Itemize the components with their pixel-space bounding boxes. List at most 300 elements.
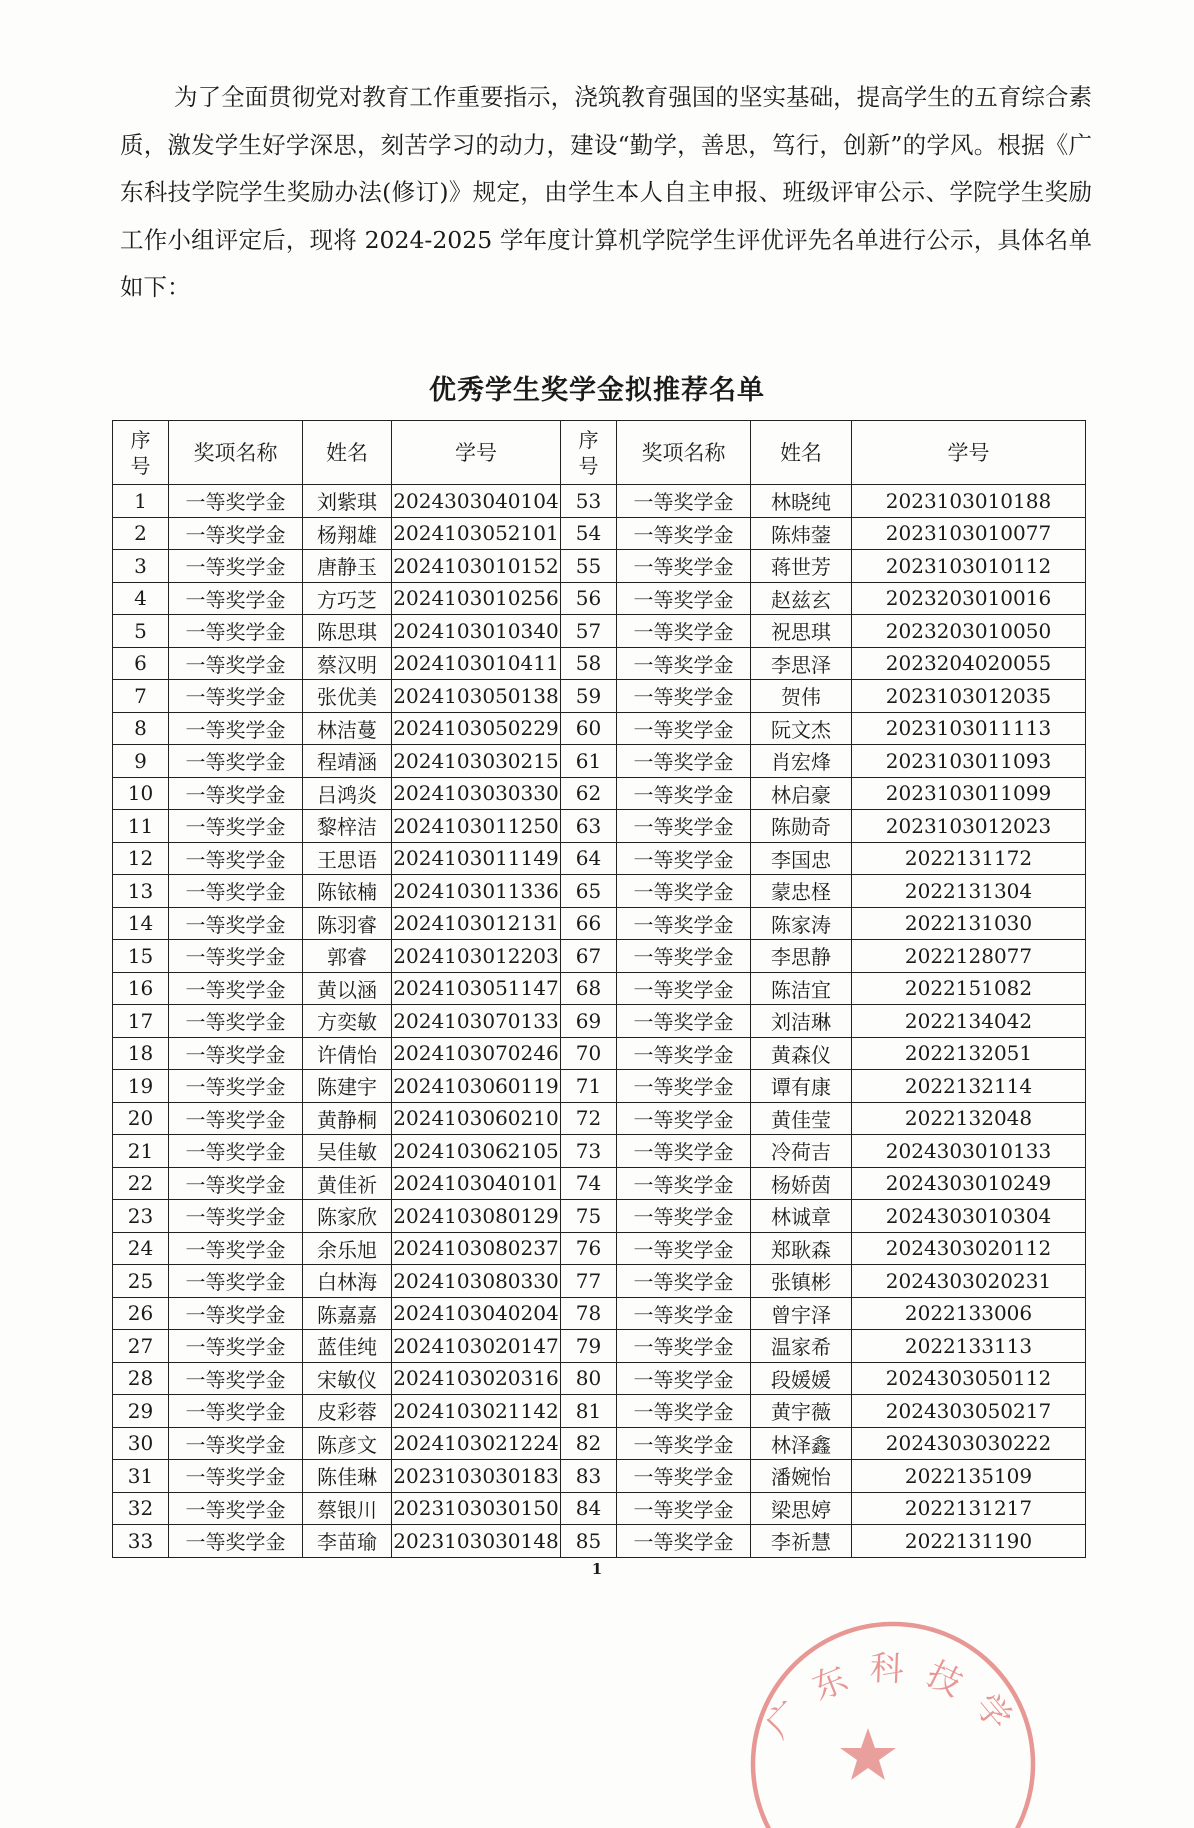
- header-award-left: 奖项名称: [169, 421, 303, 485]
- table-row: [113, 582, 1086, 615]
- table-row: [113, 1167, 1086, 1200]
- student-id-cell: 2024103011336: [392, 875, 561, 908]
- table-row: [113, 875, 1086, 908]
- name-cell: 黄佳莹: [751, 1102, 852, 1135]
- award-cell: 一等奖学金: [617, 1037, 751, 1070]
- student-id-cell: 2023103011113: [852, 712, 1086, 745]
- name-cell: 陈羽睿: [303, 907, 392, 940]
- award-cell: 一等奖学金: [617, 485, 751, 518]
- table-row: [113, 1492, 1086, 1525]
- student-id-cell: 2022128077: [852, 940, 1086, 973]
- award-cell: 一等奖学金: [169, 1525, 303, 1558]
- seq-cell: 84: [561, 1492, 617, 1525]
- name-cell: 林泽鑫: [751, 1427, 852, 1460]
- intro-paragraph: [120, 74, 1092, 312]
- student-id-cell: 2022131304: [852, 875, 1086, 908]
- table-row: [113, 1232, 1086, 1265]
- name-cell: 蔡银川: [303, 1492, 392, 1525]
- seq-cell: 82: [561, 1427, 617, 1460]
- header-seq-right: 序 号: [561, 421, 617, 485]
- award-cell: 一等奖学金: [617, 842, 751, 875]
- student-id-cell: 2023103010112: [852, 550, 1086, 583]
- name-cell: 刘洁琳: [751, 1005, 852, 1038]
- name-cell: 吕鸿炎: [303, 777, 392, 810]
- award-cell: 一等奖学金: [617, 1102, 751, 1135]
- name-cell: 陈铱楠: [303, 875, 392, 908]
- seq-cell: 29: [113, 1395, 169, 1428]
- student-id-cell: 2022134042: [852, 1005, 1086, 1038]
- table-row: [113, 1297, 1086, 1330]
- table-row: [113, 680, 1086, 713]
- student-id-cell: 2024303010304: [852, 1200, 1086, 1233]
- seq-cell: 26: [113, 1297, 169, 1330]
- name-cell: 蒋世芳: [751, 550, 852, 583]
- student-id-cell: 2024303010249: [852, 1167, 1086, 1200]
- student-id-cell: 2024103030215: [392, 745, 561, 778]
- student-id-cell: 2024303050112: [852, 1362, 1086, 1395]
- student-id-cell: 2023103030183: [392, 1460, 561, 1493]
- award-cell: 一等奖学金: [169, 1037, 303, 1070]
- award-cell: 一等奖学金: [617, 1265, 751, 1298]
- table-body: [113, 485, 1086, 1558]
- award-cell: 一等奖学金: [617, 680, 751, 713]
- award-cell: 一等奖学金: [617, 582, 751, 615]
- seq-cell: 63: [561, 810, 617, 843]
- seq-cell: 74: [561, 1167, 617, 1200]
- name-cell: 吴佳敏: [303, 1135, 392, 1168]
- table-row: [113, 1005, 1086, 1038]
- seq-cell: 64: [561, 842, 617, 875]
- student-id-cell: 2024103080237: [392, 1232, 561, 1265]
- award-cell: 一等奖学金: [617, 647, 751, 680]
- name-cell: 杨娇茵: [751, 1167, 852, 1200]
- name-cell: 黄静桐: [303, 1102, 392, 1135]
- seal-text: 广东科技学: [758, 1648, 1032, 1754]
- student-id-cell: 2024103060210: [392, 1102, 561, 1135]
- name-cell: 黄森仪: [751, 1037, 852, 1070]
- student-id-cell: 2023103011093: [852, 745, 1086, 778]
- award-cell: 一等奖学金: [617, 550, 751, 583]
- name-cell: 李思静: [751, 940, 852, 973]
- award-cell: 一等奖学金: [617, 1492, 751, 1525]
- student-id-cell: 2023203010016: [852, 582, 1086, 615]
- intro-text: 为了全面贯彻党对教育工作重要指示，浇筑教育强国的坚实基础，提高学生的五育综合素质，激发学生好学深思，刻苦学习的动力，建设“勤学，善思，笃行，创新”的学风。根据《广东科技学院学生奖励办法(修订)》规定，由学生本人自主申报、班级评审公示、学院学生奖励工作小组评定后，现将 2024-2025 学年度计算机学院学生评优评先名单进行公示，具体名单如下：: [120, 83, 1092, 301]
- award-cell: 一等奖学金: [617, 1460, 751, 1493]
- student-id-cell: 2022131030: [852, 907, 1086, 940]
- award-cell: 一等奖学金: [617, 1135, 751, 1168]
- student-id-cell: 2024303040104: [392, 485, 561, 518]
- seq-cell: 4: [113, 582, 169, 615]
- table-row: [113, 1200, 1086, 1233]
- name-cell: 黄佳祈: [303, 1167, 392, 1200]
- table-row: [113, 777, 1086, 810]
- name-cell: 陈佳琳: [303, 1460, 392, 1493]
- student-id-cell: 2024103020316: [392, 1362, 561, 1395]
- seq-cell: 65: [561, 875, 617, 908]
- student-id-cell: 2023204020055: [852, 647, 1086, 680]
- award-cell: 一等奖学金: [169, 810, 303, 843]
- seq-cell: 3: [113, 550, 169, 583]
- student-id-cell: 2024103011250: [392, 810, 561, 843]
- student-id-cell: 2024103051147: [392, 972, 561, 1005]
- table-row: [113, 1037, 1086, 1070]
- seq-cell: 9: [113, 745, 169, 778]
- table-title: 优秀学生奖学金拟推荐名单: [429, 375, 765, 406]
- award-cell: 一等奖学金: [617, 777, 751, 810]
- seq-cell: 72: [561, 1102, 617, 1135]
- header-id-right: 学号: [852, 421, 1086, 485]
- award-cell: 一等奖学金: [169, 1460, 303, 1493]
- name-cell: 温家希: [751, 1330, 852, 1363]
- name-cell: 林启豪: [751, 777, 852, 810]
- student-id-cell: 2022151082: [852, 972, 1086, 1005]
- name-cell: 王思语: [303, 842, 392, 875]
- award-cell: 一等奖学金: [617, 1232, 751, 1265]
- name-cell: 梁思婷: [751, 1492, 852, 1525]
- student-id-cell: 2023103010188: [852, 485, 1086, 518]
- student-id-cell: 2022133006: [852, 1297, 1086, 1330]
- seq-cell: 57: [561, 615, 617, 648]
- seq-cell: 2: [113, 517, 169, 550]
- award-cell: 一等奖学金: [617, 1427, 751, 1460]
- name-cell: 陈炜蓥: [751, 517, 852, 550]
- award-cell: 一等奖学金: [169, 1200, 303, 1233]
- seq-cell: 7: [113, 680, 169, 713]
- seq-cell: 69: [561, 1005, 617, 1038]
- table-row: [113, 1362, 1086, 1395]
- name-cell: 李祈慧: [751, 1525, 852, 1558]
- seq-cell: 78: [561, 1297, 617, 1330]
- seq-cell: 19: [113, 1070, 169, 1103]
- award-cell: 一等奖学金: [617, 1362, 751, 1395]
- table-row: [113, 517, 1086, 550]
- name-cell: 陈彦文: [303, 1427, 392, 1460]
- seq-cell: 20: [113, 1102, 169, 1135]
- table-row: [113, 1102, 1086, 1135]
- award-cell: 一等奖学金: [169, 1005, 303, 1038]
- student-id-cell: 2024103050138: [392, 680, 561, 713]
- award-cell: 一等奖学金: [169, 1070, 303, 1103]
- seq-cell: 55: [561, 550, 617, 583]
- seq-cell: 33: [113, 1525, 169, 1558]
- student-id-cell: 2022131172: [852, 842, 1086, 875]
- seq-cell: 58: [561, 647, 617, 680]
- name-cell: 白林海: [303, 1265, 392, 1298]
- seq-cell: 17: [113, 1005, 169, 1038]
- award-cell: 一等奖学金: [617, 517, 751, 550]
- award-cell: 一等奖学金: [617, 712, 751, 745]
- seq-cell: 15: [113, 940, 169, 973]
- table-row: [113, 940, 1086, 973]
- student-id-cell: 2024103021142: [392, 1395, 561, 1428]
- student-id-cell: 2023203010050: [852, 615, 1086, 648]
- name-cell: 蒙忠柽: [751, 875, 852, 908]
- seq-cell: 59: [561, 680, 617, 713]
- seq-cell: 12: [113, 842, 169, 875]
- name-cell: 唐静玉: [303, 550, 392, 583]
- seq-cell: 28: [113, 1362, 169, 1395]
- award-cell: 一等奖学金: [617, 1297, 751, 1330]
- table-row: [113, 745, 1086, 778]
- name-cell: 林晓纯: [751, 485, 852, 518]
- name-cell: 方奕敏: [303, 1005, 392, 1038]
- table-row: [113, 1525, 1086, 1558]
- student-id-cell: 2024103010152: [392, 550, 561, 583]
- official-seal: [748, 1568, 1038, 1828]
- seq-cell: 70: [561, 1037, 617, 1070]
- name-cell: 郭睿: [303, 940, 392, 973]
- seq-cell: 1: [113, 485, 169, 518]
- name-cell: 赵兹玄: [751, 582, 852, 615]
- seq-cell: 18: [113, 1037, 169, 1070]
- award-cell: 一等奖学金: [617, 810, 751, 843]
- award-cell: 一等奖学金: [169, 1330, 303, 1363]
- seq-cell: 10: [113, 777, 169, 810]
- student-id-cell: 2023103012023: [852, 810, 1086, 843]
- scholarship-table: [112, 420, 1086, 1558]
- student-id-cell: 2024103012131: [392, 907, 561, 940]
- table-row: [113, 810, 1086, 843]
- seq-cell: 13: [113, 875, 169, 908]
- student-id-cell: 2024103010256: [392, 582, 561, 615]
- name-cell: 李国忠: [751, 842, 852, 875]
- student-id-cell: 2024103040204: [392, 1297, 561, 1330]
- student-id-cell: 2022131217: [852, 1492, 1086, 1525]
- seq-cell: 66: [561, 907, 617, 940]
- student-id-cell: 2024103070133: [392, 1005, 561, 1038]
- award-cell: 一等奖学金: [617, 940, 751, 973]
- seq-cell: 67: [561, 940, 617, 973]
- student-id-cell: 2024303020231: [852, 1265, 1086, 1298]
- award-cell: 一等奖学金: [617, 1005, 751, 1038]
- award-cell: 一等奖学金: [169, 1102, 303, 1135]
- table-row: [113, 1070, 1086, 1103]
- table-row: [113, 907, 1086, 940]
- seq-cell: 6: [113, 647, 169, 680]
- header-seq-left: 序 号: [113, 421, 169, 485]
- seq-cell: 14: [113, 907, 169, 940]
- award-cell: 一等奖学金: [169, 1297, 303, 1330]
- name-cell: 潘婉怡: [751, 1460, 852, 1493]
- award-cell: 一等奖学金: [169, 972, 303, 1005]
- name-cell: 皮彩蓉: [303, 1395, 392, 1428]
- seq-cell: 27: [113, 1330, 169, 1363]
- table-row: [113, 972, 1086, 1005]
- name-cell: 冷荷吉: [751, 1135, 852, 1168]
- name-cell: 陈思琪: [303, 615, 392, 648]
- name-cell: 李思泽: [751, 647, 852, 680]
- student-id-cell: 2024103030330: [392, 777, 561, 810]
- award-cell: 一等奖学金: [169, 777, 303, 810]
- seq-cell: 32: [113, 1492, 169, 1525]
- seq-cell: 22: [113, 1167, 169, 1200]
- student-id-cell: 2024103010411: [392, 647, 561, 680]
- seq-cell: 76: [561, 1232, 617, 1265]
- award-cell: 一等奖学金: [169, 550, 303, 583]
- award-cell: 一等奖学金: [617, 615, 751, 648]
- name-cell: 曾宇泽: [751, 1297, 852, 1330]
- name-cell: 程靖涵: [303, 745, 392, 778]
- award-cell: 一等奖学金: [169, 842, 303, 875]
- header-name-right: 姓名: [751, 421, 852, 485]
- name-cell: 段媛媛: [751, 1362, 852, 1395]
- award-cell: 一等奖学金: [169, 940, 303, 973]
- name-cell: 阮文杰: [751, 712, 852, 745]
- award-cell: 一等奖学金: [169, 712, 303, 745]
- name-cell: 陈勋奇: [751, 810, 852, 843]
- name-cell: 陈建宇: [303, 1070, 392, 1103]
- name-cell: 张镇彬: [751, 1265, 852, 1298]
- seq-cell: 24: [113, 1232, 169, 1265]
- seq-cell: 85: [561, 1525, 617, 1558]
- seal-star-icon: [840, 1728, 896, 1780]
- seq-cell: 62: [561, 777, 617, 810]
- award-cell: 一等奖学金: [169, 745, 303, 778]
- award-cell: 一等奖学金: [169, 1265, 303, 1298]
- seq-cell: 80: [561, 1362, 617, 1395]
- student-id-cell: 2024103012203: [392, 940, 561, 973]
- name-cell: 宋敏仪: [303, 1362, 392, 1395]
- student-id-cell: 2024303030222: [852, 1427, 1086, 1460]
- award-cell: 一等奖学金: [617, 1167, 751, 1200]
- table-row: [113, 485, 1086, 518]
- award-cell: 一等奖学金: [169, 907, 303, 940]
- student-id-cell: 2023103010077: [852, 517, 1086, 550]
- award-cell: 一等奖学金: [169, 1232, 303, 1265]
- name-cell: 蓝佳纯: [303, 1330, 392, 1363]
- seq-cell: 16: [113, 972, 169, 1005]
- name-cell: 郑耿森: [751, 1232, 852, 1265]
- name-cell: 祝思琪: [751, 615, 852, 648]
- seq-cell: 68: [561, 972, 617, 1005]
- award-cell: 一等奖学金: [169, 1395, 303, 1428]
- table-row: [113, 1330, 1086, 1363]
- seq-cell: 56: [561, 582, 617, 615]
- seq-cell: 79: [561, 1330, 617, 1363]
- award-cell: 一等奖学金: [617, 1330, 751, 1363]
- seq-cell: 5: [113, 615, 169, 648]
- seq-cell: 23: [113, 1200, 169, 1233]
- student-id-cell: 2022132114: [852, 1070, 1086, 1103]
- award-cell: 一等奖学金: [617, 1525, 751, 1558]
- student-id-cell: 2024103040101: [392, 1167, 561, 1200]
- seq-cell: 53: [561, 485, 617, 518]
- award-cell: 一等奖学金: [617, 1395, 751, 1428]
- award-cell: 一等奖学金: [617, 745, 751, 778]
- award-cell: 一等奖学金: [617, 875, 751, 908]
- award-cell: 一等奖学金: [617, 1070, 751, 1103]
- student-id-cell: 2024103020147: [392, 1330, 561, 1363]
- table-row: [113, 712, 1086, 745]
- name-cell: 余乐旭: [303, 1232, 392, 1265]
- table-row: [113, 1427, 1086, 1460]
- award-cell: 一等奖学金: [169, 485, 303, 518]
- student-id-cell: 2022133113: [852, 1330, 1086, 1363]
- table-row: [113, 1460, 1086, 1493]
- header-name-left: 姓名: [303, 421, 392, 485]
- student-id-cell: 2022131190: [852, 1525, 1086, 1558]
- name-cell: 黄宇薇: [751, 1395, 852, 1428]
- seq-cell: 73: [561, 1135, 617, 1168]
- name-cell: 张优美: [303, 680, 392, 713]
- seq-cell: 75: [561, 1200, 617, 1233]
- name-cell: 李苗瑜: [303, 1525, 392, 1558]
- student-id-cell: 2024103021224: [392, 1427, 561, 1460]
- student-id-cell: 2022135109: [852, 1460, 1086, 1493]
- award-cell: 一等奖学金: [169, 875, 303, 908]
- student-id-cell: 2024303010133: [852, 1135, 1086, 1168]
- seq-cell: 8: [113, 712, 169, 745]
- award-cell: 一等奖学金: [169, 1167, 303, 1200]
- name-cell: 黎梓洁: [303, 810, 392, 843]
- student-id-cell: 2023103011099: [852, 777, 1086, 810]
- name-cell: 林洁蔓: [303, 712, 392, 745]
- student-id-cell: 2024103080330: [392, 1265, 561, 1298]
- name-cell: 陈家涛: [751, 907, 852, 940]
- award-cell: 一等奖学金: [169, 1427, 303, 1460]
- seq-cell: 61: [561, 745, 617, 778]
- award-cell: 一等奖学金: [169, 615, 303, 648]
- seq-cell: 81: [561, 1395, 617, 1428]
- seq-cell: 71: [561, 1070, 617, 1103]
- table-row: [113, 615, 1086, 648]
- seq-cell: 31: [113, 1460, 169, 1493]
- name-cell: 许倩怡: [303, 1037, 392, 1070]
- name-cell: 陈嘉嘉: [303, 1297, 392, 1330]
- header-id-left: 学号: [392, 421, 561, 485]
- student-id-cell: 2022132051: [852, 1037, 1086, 1070]
- table-row: [113, 842, 1086, 875]
- student-id-cell: 2024103070246: [392, 1037, 561, 1070]
- header-award-right: 奖项名称: [617, 421, 751, 485]
- seq-cell: 60: [561, 712, 617, 745]
- award-cell: 一等奖学金: [617, 1200, 751, 1233]
- seq-cell: 11: [113, 810, 169, 843]
- seq-cell: 21: [113, 1135, 169, 1168]
- name-cell: 黄以涵: [303, 972, 392, 1005]
- name-cell: 杨翔雄: [303, 517, 392, 550]
- name-cell: 方巧芝: [303, 582, 392, 615]
- award-cell: 一等奖学金: [169, 1492, 303, 1525]
- name-cell: 陈洁宜: [751, 972, 852, 1005]
- student-id-cell: 2024303050217: [852, 1395, 1086, 1428]
- award-cell: 一等奖学金: [169, 1362, 303, 1395]
- name-cell: 谭有康: [751, 1070, 852, 1103]
- student-id-cell: 2024103060119: [392, 1070, 561, 1103]
- name-cell: 林诚章: [751, 1200, 852, 1233]
- table-header-row: [113, 421, 1086, 485]
- student-id-cell: 2024103010340: [392, 615, 561, 648]
- student-id-cell: 2024103050229: [392, 712, 561, 745]
- student-id-cell: 2024103080129: [392, 1200, 561, 1233]
- student-id-cell: 2022132048: [852, 1102, 1086, 1135]
- table-row: [113, 1265, 1086, 1298]
- award-cell: 一等奖学金: [169, 517, 303, 550]
- table-row: [113, 1395, 1086, 1428]
- seq-cell: 77: [561, 1265, 617, 1298]
- table-row: [113, 550, 1086, 583]
- table-row: [113, 1135, 1086, 1168]
- student-id-cell: 2024103052101: [392, 517, 561, 550]
- name-cell: 贺伟: [751, 680, 852, 713]
- name-cell: 肖宏烽: [751, 745, 852, 778]
- name-cell: 刘紫琪: [303, 485, 392, 518]
- seq-cell: 25: [113, 1265, 169, 1298]
- student-id-cell: 2023103030150: [392, 1492, 561, 1525]
- award-cell: 一等奖学金: [617, 907, 751, 940]
- award-cell: 一等奖学金: [169, 1135, 303, 1168]
- table-row: [113, 647, 1086, 680]
